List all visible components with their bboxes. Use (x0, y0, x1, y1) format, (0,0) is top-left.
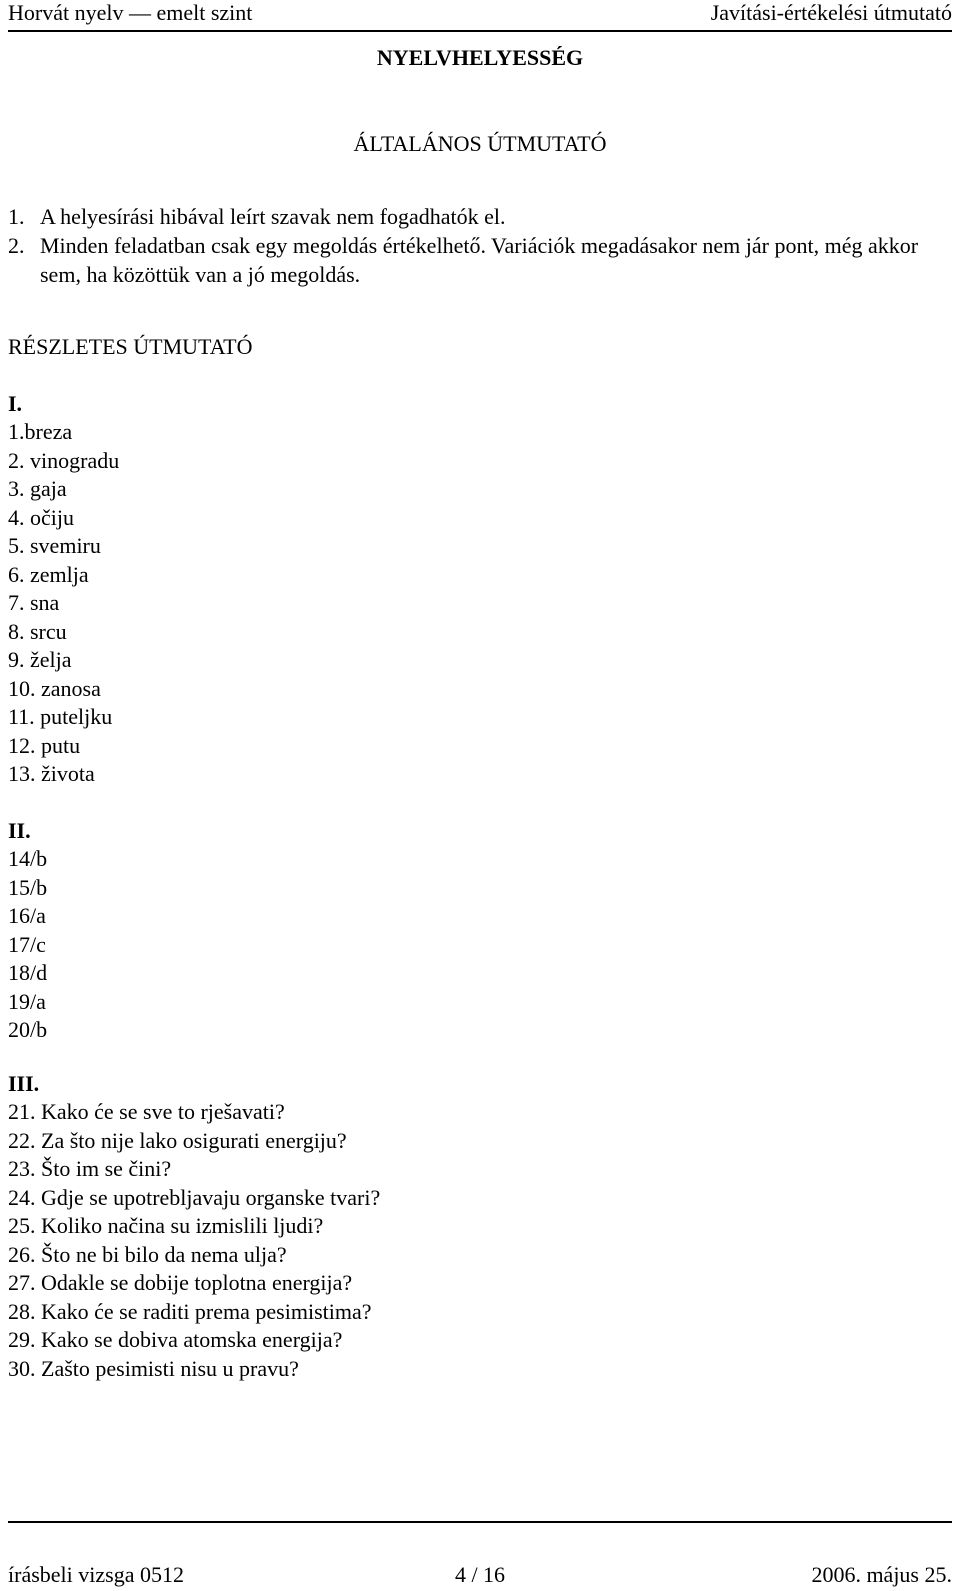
footer-page-number: 4 / 16 (454, 1562, 506, 1587)
answer-row: 7. sna (8, 590, 60, 615)
section-title: I. (8, 391, 23, 416)
answer-row: 21. Kako će se sve to rješavati? (8, 1099, 285, 1124)
guide-item (8, 231, 948, 289)
page-footer (8, 1521, 952, 1591)
guide-item-text: Minden feladatban csak egy megoldás értékelhető. Variációk megadásakor nem jár pont, még akkor sem, ha közöttük van a jó megoldás. (40, 233, 919, 287)
section-title: III. (8, 1071, 40, 1096)
answer-row: 27. Odakle se dobije toplotna energija? (8, 1270, 353, 1295)
guide-item (8, 202, 948, 231)
guide-item-number: 2. (8, 233, 25, 258)
answer-row: 6. zemlja (8, 561, 89, 587)
answer-row: 20/b (8, 1017, 48, 1042)
answer-row: 12. putu (8, 732, 81, 758)
answer-row: 25. Koliko načina su izmislili ljudi? (8, 1213, 324, 1238)
footer-date: 2006. május 25. (811, 1562, 952, 1587)
answer-row: 1.breza (8, 419, 73, 444)
answer-row: 15/b (8, 874, 48, 900)
section-title: II. (8, 818, 31, 843)
answer-row: 18/d (8, 960, 48, 985)
answer-row: 14/b (8, 846, 48, 871)
answer-row: 28. Kako će se raditi prema pesimistima? (8, 1298, 372, 1324)
answer-row: 26. Što ne bi bilo da nema ulja? (8, 1241, 287, 1267)
answer-row: 2. vinogradu (8, 447, 120, 473)
answer-row: 13. života (8, 761, 95, 786)
answer-row: 30. Zašto pesimisti nisu u pravu? (8, 1355, 299, 1381)
answer-row: 19/a (8, 988, 46, 1014)
answer-row: 4. očiju (8, 504, 74, 530)
general-guide-list (8, 202, 948, 289)
answer-row: 3. gaja (8, 476, 67, 501)
footer-exam-code: írásbeli vizsga 0512 (8, 1562, 184, 1587)
answer-row: 8. srcu (8, 618, 67, 644)
page-header (8, 0, 952, 32)
header-subject: Horvát nyelv — emelt szint (8, 0, 253, 25)
answer-row: 22. Za što nije lako osigurati energiju? (8, 1127, 347, 1153)
guide-item-number: 1. (8, 204, 25, 229)
answer-row: 23. Što im se čini? (8, 1156, 172, 1181)
answer-row: 11. puteljku (8, 704, 113, 729)
section-3 (8, 1069, 380, 1383)
answer-row: 24. Gdje se upotrebljavaju organske tvari? (8, 1184, 381, 1210)
guide-item-text: A helyesírási hibával leírt szavak nem fogadhatók el. (40, 204, 506, 229)
section-2 (8, 816, 47, 1045)
section-1 (8, 389, 119, 789)
answer-row: 29. Kako se dobiva atomska energija? (8, 1327, 343, 1352)
answer-row: 16/a (8, 903, 46, 928)
answer-row: 10. zanosa (8, 675, 101, 701)
answer-row: 9. želja (8, 647, 72, 672)
answer-row: 17/c (8, 931, 46, 957)
page-title: NYELVHELYESSÉG (376, 45, 584, 70)
section-subtitle: ÁLTALÁNOS ÚTMUTATÓ (353, 131, 607, 156)
answer-row: 5. svemiru (8, 533, 101, 558)
detail-heading: RÉSZLETES ÚTMUTATÓ (8, 334, 253, 359)
header-doc-type: Javítási-értékelési útmutató (710, 0, 952, 25)
